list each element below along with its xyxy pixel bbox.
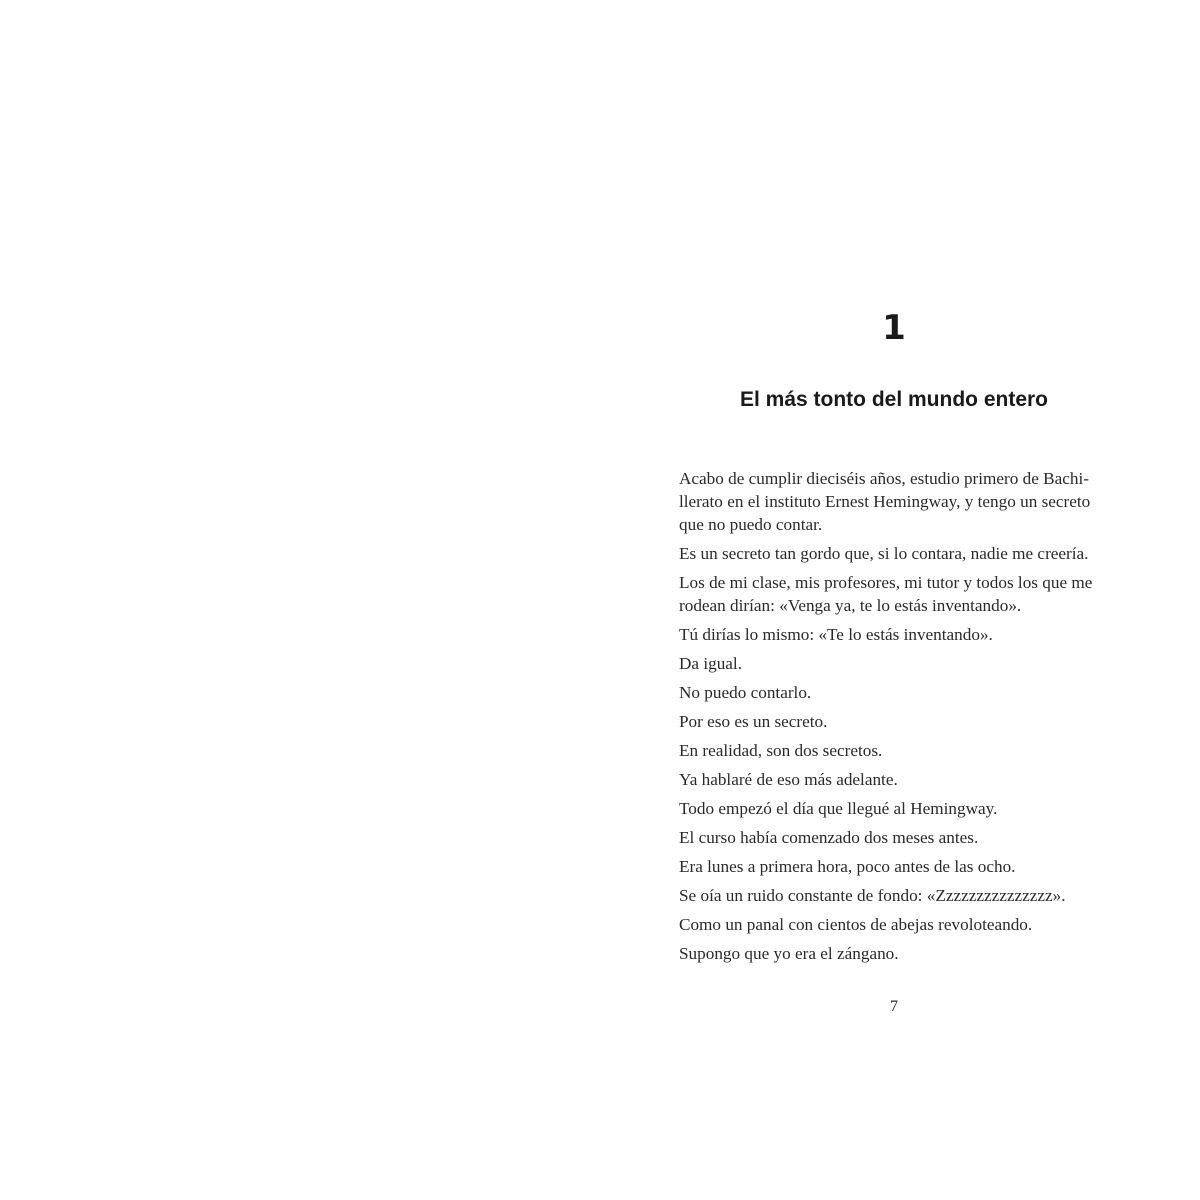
chapter-number: 1 bbox=[882, 308, 906, 348]
paragraph: El curso había comenzado dos meses antes. bbox=[679, 828, 979, 847]
paragraph: Supongo que yo era el zángano. bbox=[679, 944, 899, 963]
paragraph: En realidad, son dos secretos. bbox=[679, 741, 883, 760]
paragraph: No puedo contarlo. bbox=[679, 683, 812, 702]
paragraph: Es un secreto tan gordo que, si lo contara, nadie me creería. bbox=[679, 544, 1089, 563]
paragraph: Se oía un ruido constante de fondo: «Zzzzzzzzzzzzzzz». bbox=[679, 886, 1066, 905]
paragraph: Los de mi clase, mis profesores, mi tutor y todos los que me rodean dirían: «Venga ya, te lo estás inventando». bbox=[679, 573, 1093, 615]
paragraph: Da igual. bbox=[679, 654, 743, 673]
page-number: 7 bbox=[890, 998, 898, 1015]
paragraph: Todo empezó el día que llegué al Hemingway. bbox=[679, 799, 998, 818]
paragraph: Por eso es un secreto. bbox=[679, 712, 828, 731]
paragraph: Ya hablaré de eso más adelante. bbox=[679, 770, 898, 789]
right-page bbox=[600, 0, 1200, 1200]
paragraph: Era lunes a primera hora, poco antes de las ocho. bbox=[679, 857, 1016, 876]
chapter-body bbox=[679, 467, 1113, 971]
paragraph: Tú dirías lo mismo: «Te lo estás inventando». bbox=[679, 625, 993, 644]
paragraph: Acabo de cumplir dieciséis años, estudio primero de Bachi-llerato en el instituto Ernest Hemingway, y tengo un secreto que no puedo contar. bbox=[679, 469, 1091, 534]
paragraph: Como un panal con cientos de abejas revoloteando. bbox=[679, 915, 1033, 934]
chapter-title: El más tonto del mundo entero bbox=[739, 388, 1049, 411]
